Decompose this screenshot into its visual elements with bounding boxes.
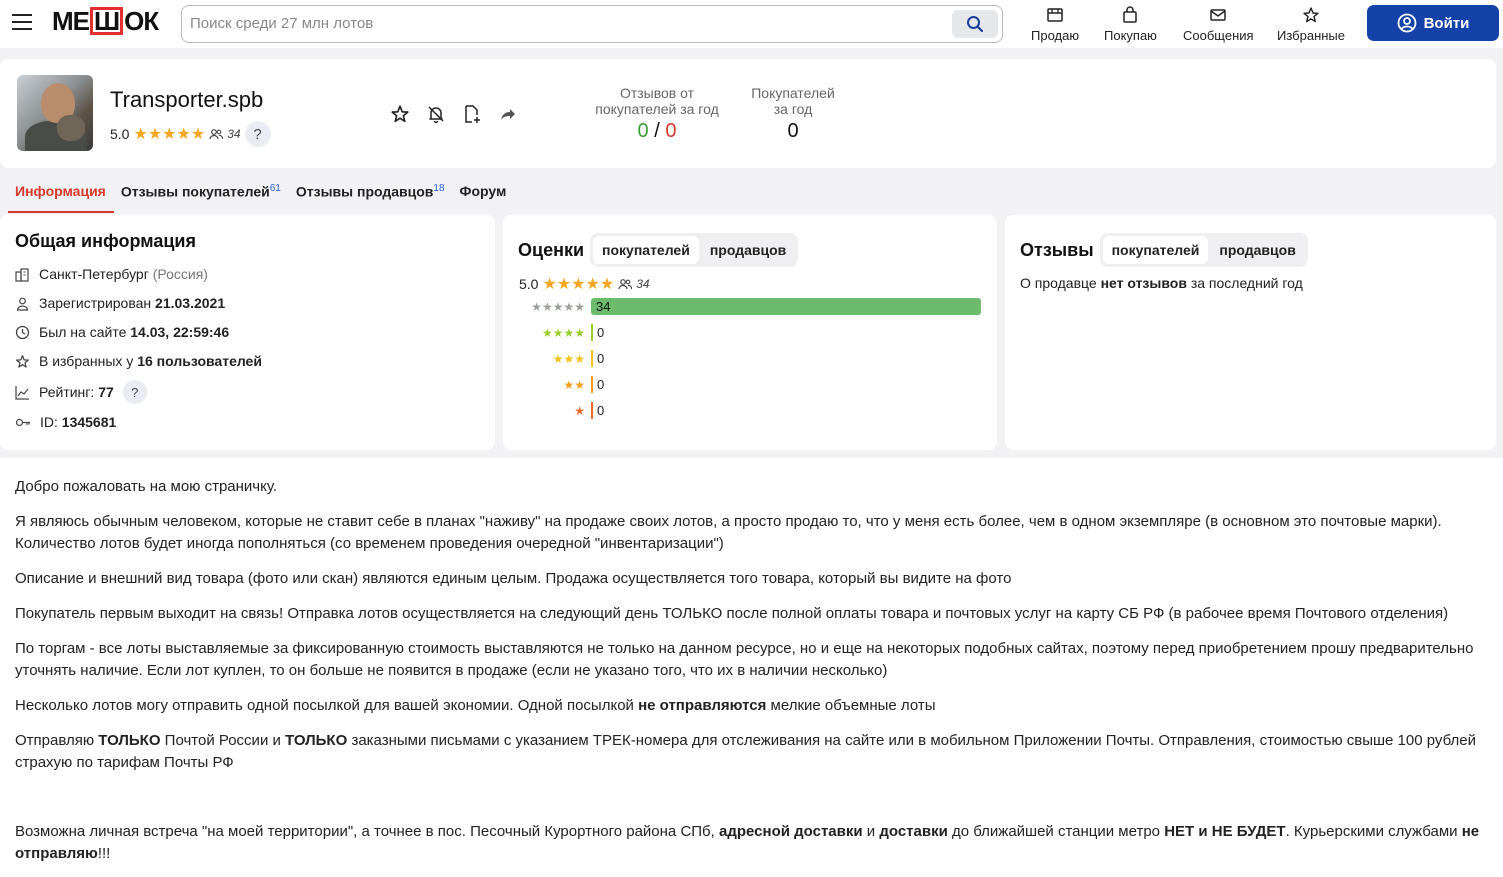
rating-bar-fill: 34 <box>591 298 981 315</box>
nav-sell[interactable] <box>1031 6 1079 43</box>
desc-bold: не отправляю <box>15 823 1480 862</box>
rating-bar-stars: ★ <box>574 403 585 418</box>
ratings-header <box>518 233 798 267</box>
ratings-stars: ★★★★★ <box>542 276 615 293</box>
ratings-users-count: 34 <box>636 277 650 291</box>
reviews-bad: 0 <box>665 120 677 142</box>
star-outline-icon <box>390 104 410 124</box>
desc-bold: ТОЛЬКО <box>98 732 161 749</box>
search-icon <box>966 15 984 33</box>
ratings-summary <box>519 274 650 294</box>
last-seen-value: 14.03, 22:59:46 <box>130 324 230 340</box>
country-value: (Россия) <box>152 266 208 282</box>
top-header <box>0 0 1503 48</box>
add-note-button[interactable] <box>461 103 483 125</box>
nav-favorites-label: Избранные <box>1277 28 1345 43</box>
profile-tabs <box>8 173 514 213</box>
buyers-count: 0 <box>787 120 799 142</box>
reviews-text-2: за последний год <box>1190 275 1303 291</box>
rating-bar-fill <box>591 324 593 341</box>
rating-stars: ★★★★★ <box>133 126 206 143</box>
notifications-off-button[interactable] <box>425 103 447 125</box>
info-registered <box>15 295 225 311</box>
desc-paragraph <box>15 821 1488 865</box>
reviews-year-label-1: Отзывов от <box>619 85 695 101</box>
key-icon <box>15 415 31 430</box>
tab-forum-label: Форум <box>459 183 507 199</box>
ratings-title: Оценки <box>518 239 585 260</box>
favorites-label: В избранных у <box>39 353 134 369</box>
rating-bar-count: 0 <box>597 325 605 340</box>
rating-bar-fill <box>591 376 593 393</box>
buyers-label-1: Покупателей <box>751 85 835 101</box>
star-outline-icon <box>1302 6 1320 24</box>
reviews-toggle-buyers[interactable]: покупателей <box>1103 236 1209 264</box>
desc-paragraph: Покупатель первым выходит на связь! Отправка лотов осуществляется на следующий день ТОЛЬКО после полной оплаты товара и почтовых услуг на карту СБ РФ (в рабочее время Почтового отделения) <box>15 605 1449 622</box>
profile-actions <box>389 103 519 125</box>
tab-buyer-reviews-label: Отзывы покупателей <box>120 183 270 200</box>
bell-off-icon <box>426 104 446 124</box>
id-value: 1345681 <box>61 414 117 430</box>
info-favorites <box>15 353 262 369</box>
rating-bar-count: 0 <box>597 351 605 366</box>
tab-forum[interactable] <box>453 173 515 213</box>
mail-icon <box>1209 6 1227 24</box>
registered-label: Зарегистрирован <box>39 295 152 311</box>
note-add-icon <box>462 104 482 124</box>
rating-bar-row <box>509 324 604 341</box>
registered-date: 21.03.2021 <box>155 295 226 311</box>
reviews-year-stat <box>594 85 720 142</box>
desc-paragraph: Я являюсь обычным человеком, которые не ставит себе в планах "наживу" на продаже своих лотов, а просто продаю то, что у меня есть более, чем в одном экземпляре (в основном это почтовые марки). Количество лотов будет иногда пополняться (со временем проведения очередной "инвентаризации") <box>15 513 1442 552</box>
tab-buyer-reviews-count: 61 <box>269 183 281 194</box>
desc-text: Отправляю <box>15 732 95 749</box>
star-outline-icon <box>15 354 30 369</box>
nav-sell-label: Продаю <box>1031 28 1080 43</box>
desc-text: Почтой России и <box>164 732 281 749</box>
clock-icon <box>15 325 30 340</box>
ratings-toggle-sellers[interactable]: продавцов <box>709 242 787 258</box>
add-favorite-button[interactable] <box>389 103 411 125</box>
city-value: Санкт-Петербург <box>39 266 149 282</box>
nav-buy[interactable] <box>1104 6 1157 43</box>
rating-label: Рейтинг: <box>39 384 95 400</box>
login-label: Войти <box>1423 14 1470 32</box>
rating-bar-stars: ★★★★ <box>541 325 585 340</box>
chart-line-icon <box>15 385 30 400</box>
info-last-seen <box>15 324 229 340</box>
desc-paragraph <box>15 695 1488 717</box>
desc-text: мелкие объемные лоты <box>770 697 936 714</box>
tab-seller-reviews[interactable] <box>289 173 453 213</box>
desc-text: Возможна личная встреча "на моей территории", а точнее в пос. Песочный Курортного района СПб, <box>15 823 715 840</box>
nav-messages[interactable] <box>1183 6 1254 43</box>
ratings-toggle-buyers[interactable]: покупателей <box>593 236 699 264</box>
rating-bar-count: 0 <box>597 377 605 392</box>
info-rating <box>15 380 147 404</box>
reviews-empty-text <box>1020 275 1303 291</box>
desc-text: до ближайшей станции метро <box>951 823 1161 840</box>
general-info-title: Общая информация <box>15 231 196 251</box>
desc-text: !!! <box>97 845 111 862</box>
rating-bar-row <box>509 350 604 367</box>
desc-bold: адресной доставки <box>719 823 863 840</box>
tab-seller-reviews-label: Отзывы продавцов <box>295 183 434 200</box>
rating-value: 77 <box>98 384 114 400</box>
desc-bold: НЕТ и НЕ БУДЕТ <box>1164 823 1286 840</box>
tab-info-label: Информация <box>15 183 106 199</box>
search-input[interactable] <box>190 15 930 32</box>
ratings-toggle <box>590 233 798 267</box>
tab-seller-reviews-count: 18 <box>433 183 445 194</box>
desc-bold: доставки <box>879 823 948 840</box>
rating-bar-row <box>509 298 981 315</box>
shop-icon <box>1046 6 1064 24</box>
desc-text: Несколько лотов могу отправить одной посылкой для вашей экономии. Одной посылкой <box>15 697 634 714</box>
users-icon <box>618 278 632 290</box>
user-rating <box>110 121 271 147</box>
desc-bold: не отправляются <box>638 697 767 714</box>
avatar <box>17 75 93 151</box>
search-box <box>181 5 1003 43</box>
profile-card <box>0 59 1496 168</box>
buyers-label-2: за год <box>773 101 813 117</box>
search-button[interactable] <box>952 10 998 38</box>
reviews-text-bold: нет отзывов <box>1100 275 1187 291</box>
desc-text: и <box>866 823 876 840</box>
last-seen-label: Был на сайте <box>39 324 127 340</box>
site-logo[interactable]: МЕ Ш ОК <box>52 6 159 36</box>
nav-favorites[interactable] <box>1277 6 1345 43</box>
desc-paragraph: Описание и внешний вид товара (фото или скан) являются единым целым. Продажа осуществляется того товара, который вы видите на фото <box>15 570 1012 587</box>
tab-info[interactable] <box>8 173 114 213</box>
reviews-sep: / <box>654 120 660 142</box>
menu-icon[interactable] <box>12 14 32 32</box>
reviews-header <box>1020 233 1308 267</box>
rating-bar-stars: ★★★ <box>552 351 585 366</box>
user-circle-icon <box>1397 13 1417 33</box>
tab-buyer-reviews[interactable] <box>114 173 289 213</box>
rating-info-help-button[interactable]: ? <box>123 380 147 404</box>
share-icon <box>498 104 518 124</box>
favorites-value: 16 пользователей <box>137 353 262 369</box>
reviews-card <box>1005 215 1496 450</box>
rating-bar-stars: ★★★★★ <box>531 299 585 314</box>
reviews-year-value <box>594 120 720 142</box>
rating-bar-row <box>509 376 604 393</box>
rating-bar-stars: ★★ <box>563 377 585 392</box>
buyers-year-stat <box>750 85 836 142</box>
user-icon <box>15 296 30 311</box>
rating-score: 5.0 <box>110 126 130 142</box>
users-icon <box>209 128 223 140</box>
city-icon <box>15 267 30 282</box>
reviews-year-label-2: покупателей за год <box>595 101 719 117</box>
rating-bar-row <box>509 402 604 419</box>
reviews-toggle-sellers[interactable]: продавцов <box>1219 242 1296 258</box>
rating-bar-fill <box>591 402 593 419</box>
bag-icon <box>1121 6 1139 24</box>
info-id <box>15 414 116 430</box>
login-button[interactable] <box>1367 5 1499 41</box>
desc-text: . Курьерскими службами <box>1285 823 1458 840</box>
desc-paragraph: По торгам - все лоты выставляемые за фиксированную стоимость выставляются не только на данном ресурсе, но и еще на некоторых подобных сайтах, поэтому перед приобретением прошу предварительно уточнять наличие. Если лот куплен, то он больше не появится в продаже (если не указано того, что их в наличии несколько) <box>15 640 1474 679</box>
reviews-toggle <box>1100 233 1308 267</box>
id-label: ID: <box>40 414 58 430</box>
reviews-title: Отзывы <box>1020 239 1094 260</box>
general-info-card <box>0 215 495 450</box>
reviews-good: 0 <box>637 120 649 142</box>
nav-buy-label: Покупаю <box>1104 28 1157 43</box>
rating-bar-count: 0 <box>597 403 605 418</box>
desc-paragraph <box>15 730 1488 774</box>
ratings-card <box>503 215 997 450</box>
share-button[interactable] <box>497 103 519 125</box>
nav-messages-label: Сообщения <box>1183 28 1254 43</box>
desc-bold: ТОЛЬКО <box>285 732 348 749</box>
seller-description <box>0 458 1503 877</box>
username: Transporter.spb <box>110 87 264 112</box>
reviews-text-1: О продавце <box>1020 275 1097 291</box>
rating-bar-fill <box>591 350 593 367</box>
info-city <box>15 266 208 282</box>
desc-paragraph: Добро пожаловать на мою страничку. <box>15 478 278 495</box>
desc-text: заказными письмами с указанием ТРЕК-номера для отслеживания на сайте или в мобильном Приложении Почты. Отправления, стоимостью свыше 100 рублей страхую по тарифам Почты РФ <box>15 732 1476 771</box>
ratings-score: 5.0 <box>519 276 539 292</box>
rating-help-button[interactable]: ? <box>245 121 271 147</box>
rating-users-count: 34 <box>227 127 241 141</box>
